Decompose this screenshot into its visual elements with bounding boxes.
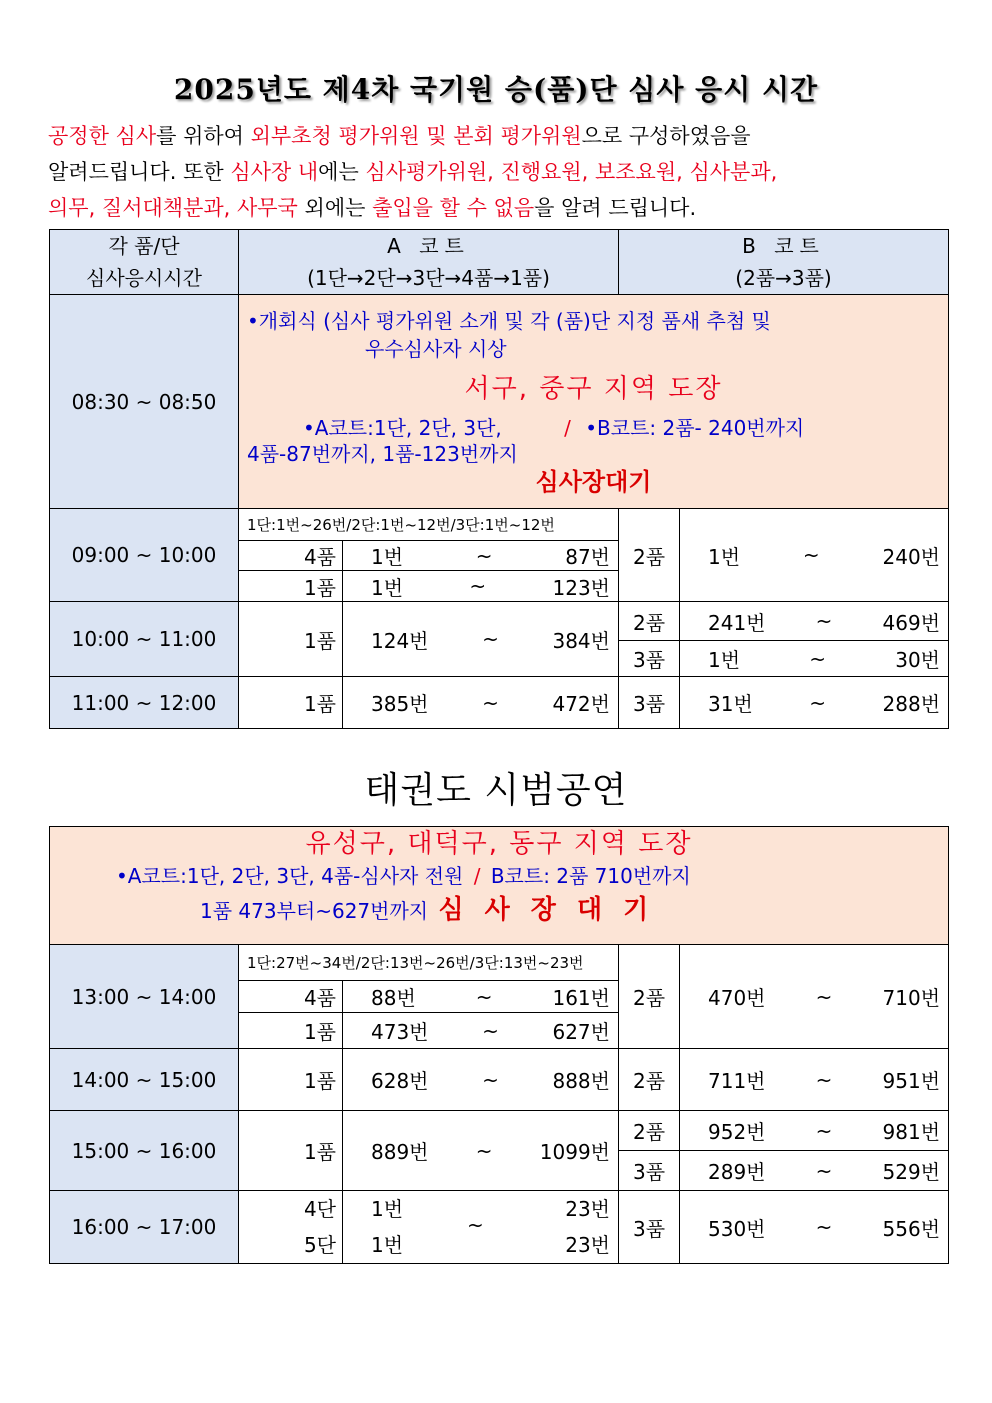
header-b-court-title: B 코트	[742, 234, 825, 258]
standby-line	[247, 415, 940, 441]
range-to: 556번	[882, 1216, 941, 1241]
separator: /	[564, 416, 571, 440]
range-from: 1번	[371, 1197, 404, 1221]
intro-text: 외에는	[297, 196, 373, 220]
page-title: 2025년도 제4차 국기원 승(품)단 심사 응시 시간	[173, 73, 819, 106]
intro-paragraph	[48, 118, 948, 226]
range-from: 124번	[371, 628, 429, 653]
intro-text: 을 알려 드립니다.	[534, 196, 697, 220]
time-slot: 15:00 ~ 16:00	[50, 1111, 239, 1191]
header-time-line1: 각 품/단	[108, 234, 180, 258]
range-from: 1번	[371, 575, 404, 600]
b-court-standby: •B코트: 2품- 240번까지	[585, 416, 805, 440]
range-from: 31번	[708, 692, 753, 716]
a-court-range	[343, 1049, 619, 1111]
a-court-grade: 4품	[239, 541, 343, 571]
time-slot: 09:00 ~ 10:00	[50, 509, 239, 602]
range-tilde: ~	[475, 984, 493, 1009]
intro-text: 를 위하여	[156, 124, 251, 148]
range-from: 1번	[371, 1233, 404, 1257]
range-to: 30번	[895, 648, 940, 672]
intro-line-1	[48, 118, 948, 154]
region-title: 유성구, 대덕구, 동구 지역 도장	[305, 829, 693, 859]
standby-label: 심 사 장 대 기	[438, 895, 655, 925]
range-to: 288번	[882, 692, 941, 716]
header-time	[50, 230, 239, 295]
b-court-range	[680, 945, 949, 1049]
b-court-grade: 2품	[619, 509, 680, 602]
range-to: 1099번	[539, 1140, 610, 1164]
range-to: 472번	[552, 692, 610, 716]
intro-text: 알려드립니다. 또한	[48, 160, 231, 184]
intro-line-2	[48, 154, 948, 190]
range-from: 628번	[371, 1069, 429, 1093]
b-court-standby: B코트: 2품 710번까지	[490, 864, 691, 888]
b-court-grade: 2품	[619, 602, 680, 641]
range-tilde: ~	[815, 1118, 833, 1143]
intro-no-entry: 출입을 할 수 없음	[372, 196, 535, 220]
range-tilde: ~	[815, 1158, 833, 1183]
a-court-range	[343, 602, 619, 677]
range-to: 710번	[882, 986, 941, 1010]
b-court-grade: 3품	[619, 1191, 680, 1264]
intro-text: 에는	[318, 160, 366, 184]
a-court-grade: 1품	[239, 571, 343, 602]
a-court-standby-2: 1품 473부터~627번까지	[200, 899, 429, 923]
opening-ceremony-cell	[239, 295, 949, 509]
intro-text: 으로 구성하였음을	[581, 124, 751, 148]
range-tilde: ~	[482, 690, 499, 715]
range-from: 530번	[708, 1216, 766, 1241]
header-a-court-order: (1단→2단→3단→4품→1품)	[307, 266, 550, 290]
range-tilde: ~	[475, 1138, 493, 1163]
intro-fair-exam: 공정한 심사	[48, 124, 157, 148]
b-court-range	[680, 1151, 949, 1191]
header-time-line2: 심사응시시간	[86, 266, 202, 290]
b-court-grade: 2품	[619, 945, 680, 1049]
range-tilde: ~	[482, 627, 499, 651]
range-from: 1번	[371, 545, 404, 569]
range-tilde: ~	[815, 1215, 833, 1239]
range-tilde: ~	[815, 984, 833, 1009]
range-to: 469번	[882, 610, 941, 635]
b-court-grade: 2품	[619, 1049, 680, 1111]
b-court-range	[680, 1111, 949, 1151]
b-court-range	[680, 1191, 949, 1264]
b-court-range	[680, 677, 949, 729]
section-title-demonstration: 태권도 시범공연	[364, 770, 628, 811]
b-court-grade: 3품	[619, 677, 680, 729]
schedule-table-afternoon	[49, 826, 949, 1264]
range-from: 889번	[371, 1140, 429, 1164]
standby-line-2	[50, 893, 948, 928]
a-court-standby: •A코트:1단, 2단, 3단, 4품-심사자 전원	[116, 864, 464, 888]
header-a-court	[239, 230, 619, 295]
afternoon-standby-cell	[50, 827, 949, 945]
separator: /	[473, 864, 481, 888]
b-court-grade: 3품	[619, 641, 680, 677]
a-court-grade-pair	[239, 1191, 343, 1264]
range-to: 981번	[882, 1120, 941, 1144]
range-from: 289번	[708, 1160, 766, 1184]
range-to: 951번	[882, 1069, 941, 1093]
range-tilde: ~	[467, 1213, 484, 1237]
a-court-range	[343, 571, 619, 602]
a-court-grade: 1품	[239, 677, 343, 729]
range-tilde: ~	[475, 543, 493, 568]
intro-staff-list: 심사평가위원, 진행요원, 보조요원, 심사분과,	[365, 160, 778, 184]
b-court-range	[680, 641, 949, 677]
region-title: 서구, 중구 지역 도장	[464, 374, 723, 404]
standby-label: 심사장대기	[535, 468, 652, 496]
range-to: 384번	[552, 628, 610, 653]
header-b-court	[619, 230, 949, 295]
range-to: 23번	[565, 1233, 610, 1257]
b-court-range	[680, 509, 949, 602]
range-from: 1번	[708, 648, 741, 672]
range-to: 161번	[552, 986, 610, 1010]
range-tilde: ~	[802, 543, 820, 567]
a-court-grade: 1품	[239, 602, 343, 677]
standby-line	[50, 859, 948, 893]
a-court-range-pair	[343, 1191, 619, 1264]
range-tilde: ~	[815, 609, 833, 633]
range-to: 123번	[552, 575, 610, 600]
a-court-grade: 4품	[239, 981, 343, 1013]
b-court-grade: 3품	[619, 1151, 680, 1191]
time-slot: 10:00 ~ 11:00	[50, 602, 239, 677]
range-to: 627번	[552, 1020, 610, 1044]
header-a-court-title: A 코트	[387, 234, 470, 258]
a-court-grade: 1품	[239, 1111, 343, 1191]
range-from: 470번	[708, 986, 766, 1010]
header-b-court-order: (2품→3품)	[735, 266, 832, 290]
a-court-grade: 1품	[239, 1013, 343, 1049]
a-court-standby-2: 4품-87번까지, 1품-123번까지	[247, 442, 518, 466]
range-tilde: ~	[809, 690, 827, 715]
range-to: 23번	[565, 1197, 610, 1221]
a-court-range	[343, 1111, 619, 1191]
b-court-grade: 2품	[619, 1111, 680, 1151]
a-court-standby: •A코트:1단, 2단, 3단,	[303, 416, 502, 440]
range-from: 952번	[708, 1120, 766, 1144]
range-from: 473번	[371, 1020, 429, 1044]
dan-range-note: 1단:1번~26번/2단:1번~12번/3단:1번~12번	[239, 509, 619, 541]
time-slot: 13:00 ~ 14:00	[50, 945, 239, 1049]
time-slot: 14:00 ~ 15:00	[50, 1049, 239, 1111]
b-court-range	[680, 602, 949, 641]
b-court-range	[680, 1049, 949, 1111]
time-slot: 08:30 ~ 08:50	[50, 295, 239, 509]
range-from: 385번	[371, 692, 429, 716]
range-from: 711번	[708, 1069, 766, 1093]
range-tilde: ~	[482, 1018, 499, 1043]
time-slot: 16:00 ~ 17:00	[50, 1191, 239, 1264]
range-from: 1번	[708, 544, 741, 569]
range-from: 88번	[371, 986, 416, 1010]
dan-range-note: 1단:27번~34번/2단:13번~26번/3단:13번~23번	[239, 945, 619, 981]
a-court-grade: 4단	[303, 1197, 336, 1221]
range-tilde: ~	[809, 646, 827, 671]
range-tilde: ~	[469, 574, 487, 598]
a-court-range	[343, 677, 619, 729]
range-to: 529번	[882, 1160, 941, 1184]
intro-line-3	[48, 190, 948, 226]
range-to: 87번	[565, 545, 610, 569]
schedule-table-morning	[49, 229, 949, 729]
a-court-grade: 1품	[239, 1049, 343, 1111]
a-court-range	[343, 981, 619, 1013]
opening-ceremony-award: 우수심사자 시상	[365, 337, 507, 361]
time-slot: 11:00 ~ 12:00	[50, 677, 239, 729]
range-from: 241번	[708, 610, 766, 635]
a-court-range	[343, 541, 619, 571]
range-to: 240번	[882, 544, 940, 569]
a-court-range	[343, 1013, 619, 1049]
intro-evaluators: 외부초청 평가위원 및 본회 평가위원	[250, 124, 582, 148]
a-court-grade: 5단	[303, 1233, 336, 1257]
opening-ceremony-text: •개회식 (심사 평가위원 소개 및 각 (품)단 지정 품새 추첨 및	[247, 309, 771, 333]
intro-staff-list-2: 의무, 질서대책분과, 사무국	[48, 196, 298, 220]
intro-exam-hall: 심사장 내	[230, 160, 319, 184]
range-tilde: ~	[482, 1067, 499, 1092]
range-to: 888번	[552, 1069, 610, 1093]
range-tilde: ~	[815, 1067, 833, 1092]
